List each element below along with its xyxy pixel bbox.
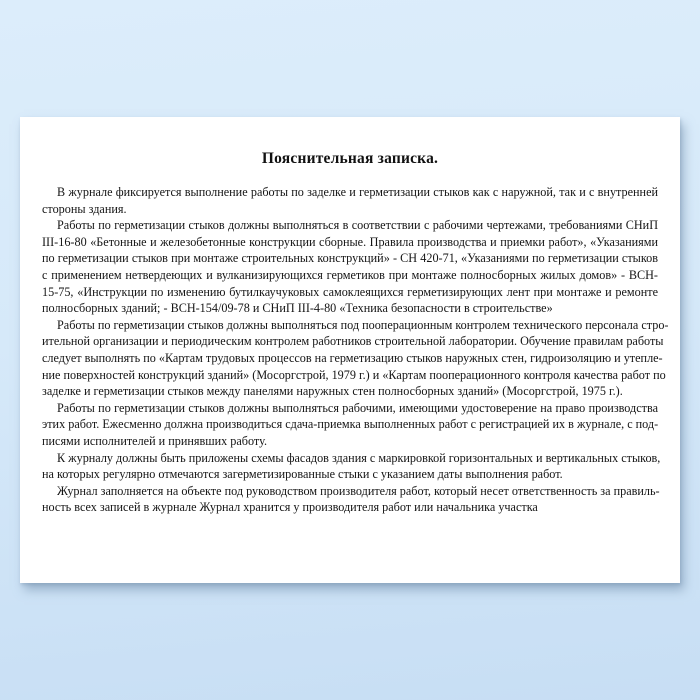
paragraph — [42, 317, 669, 400]
text-line: Работы по герметизации стыков должны выполняться в соответствии с рабочими чертежами, требованиями СНиП — [57, 218, 658, 233]
text-line: III-16-80 «Бетонные и железобетонные конструкции сборные. Правила производства и приемки работ», «Указаниями — [42, 234, 658, 249]
text-line: ительной организации и периодическим контролем работников строительной лаборатории. Обучение правилам работы — [42, 334, 664, 349]
text-line: Работы по герметизации стыков должны выполняться под пооперационным контролем технического персонала стро- — [57, 317, 669, 332]
paragraph — [42, 184, 658, 217]
text-line: ность всех записей в журнале Журнал хранится у производителя работ или начальника участка — [42, 500, 538, 515]
text-line: В журнале фиксируется выполнение работы по заделке и герметизации стыков как с наружной, так и с внутренней — [57, 185, 658, 199]
paragraph — [42, 483, 658, 516]
paragraph — [42, 450, 661, 483]
text-line: ние поверхностей конструкций зданий» (Мосоргстрой, 1979 г.) и «Картам пооперационного контроля качества работ по — [42, 367, 666, 382]
paragraph — [42, 217, 658, 317]
text-line: стороны здания. — [42, 201, 127, 216]
text-line: писями исполнителей и принявших работу. — [42, 433, 268, 448]
text-line: с применением нетвердеющих и вулканизирующихся герметиков при монтаже полносборных жилых домов» - ВСН- — [42, 267, 658, 282]
paragraph — [42, 400, 658, 450]
text-line: на которых регулярно отмечаются загерметизированные стыки с указанием даты выполнения работ. — [42, 467, 563, 482]
text-line: Работы по герметизации стыков должны выполняться рабочими, имеющими удостоверение на право производства — [57, 400, 658, 415]
text-line: К журналу должны быть приложены схемы фасадов здания с маркировкой горизонтальных и вертикальных стыков, — [57, 450, 661, 465]
text-line: 15-75, «Инструкции по изменению бутилкаучуковых самоклеящихся герметизирующих лент при монтаже и ремонте — [42, 284, 658, 299]
text-line: этих работ. Ежесменно должна производиться сдача-приемка выполненных работ с регистрацией их в журнале, с под- — [42, 417, 659, 432]
text-line: заделке и герметизации стыков между панелями наружных стен полносборных зданий» (Мосоргстрой, 1975 г.). — [42, 384, 623, 399]
text-line: по герметизации стыков при монтаже строительных конструкций» - СН 420-71, «Указаниями по герметизации стыков — [42, 251, 658, 266]
text-line: Журнал заполняется на объекте под руководством производителя работ, который несет ответственность за правиль- — [57, 483, 660, 498]
document-body — [42, 184, 669, 516]
page-title: Пояснительная записка. — [261, 150, 439, 167]
document-page — [20, 117, 680, 583]
text-line: следует выполнять по «Картам трудовых процессов на герметизацию стыков наружных стен, гидроизоляцию и утепле- — [42, 350, 663, 365]
text-line: полносборных зданий; - ВСН-154/09-78 и СНиП III-4-80 «Техника безопасности в строительстве» — [42, 301, 553, 316]
